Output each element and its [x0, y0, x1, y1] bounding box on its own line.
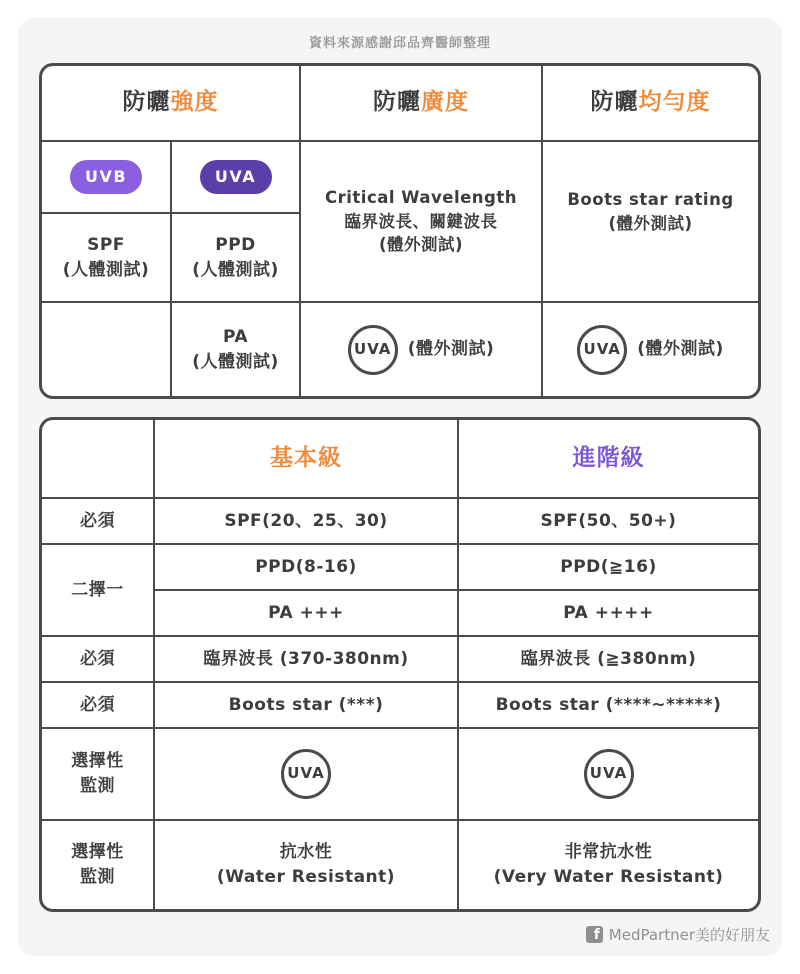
advanced-water-resistance — [459, 821, 758, 909]
facebook-icon: f — [586, 926, 603, 943]
row-label-required: 必須 — [80, 648, 115, 669]
row-label-required: 必須 — [80, 694, 115, 715]
advanced-spf: SPF(50、50+) — [540, 510, 677, 531]
grading-table — [39, 417, 761, 912]
uva-pill: UVA — [200, 160, 272, 194]
boots-rating-title: Boots star rating — [567, 190, 734, 209]
header-protection-strength — [42, 66, 299, 140]
water-resistance-en: (Very Water Resistant) — [493, 867, 724, 887]
sunscreen-criteria-table — [39, 63, 761, 399]
footer-text: MedPartner美的好朋友 — [608, 926, 770, 944]
uva-test-note: (體外測試) — [407, 339, 495, 360]
uva-cell — [172, 142, 299, 212]
header-accent: 均勻度 — [638, 89, 711, 116]
uva-circle-icon: UVA — [577, 325, 627, 375]
uva-circle-icon: UVA — [348, 325, 398, 375]
row-label-line: 監測 — [80, 776, 115, 796]
basic-pa: PA +++ — [268, 602, 344, 623]
header-advanced-level: 進階級 — [572, 444, 645, 471]
footer-credit — [586, 924, 770, 945]
uva-test-note: (體外測試) — [637, 339, 724, 360]
header-accent: 強度 — [170, 89, 219, 116]
row-label-optional — [42, 729, 153, 819]
spf-cell — [42, 214, 170, 301]
source-note: 資料來源感謝邱品齊醫師整理 — [308, 36, 491, 51]
advanced-boots-star: Boots star (****~*****) — [495, 694, 722, 715]
basic-ppd: PPD(8-16) — [255, 556, 357, 577]
basic-spf: SPF(20、25、30) — [224, 510, 388, 531]
critical-wavelength-title: Critical Wavelength — [325, 187, 517, 207]
uva-test-cell-uniformity — [543, 303, 758, 396]
header-basic-level: 基本級 — [270, 444, 342, 471]
critical-wavelength-note: (體外測試) — [378, 235, 464, 255]
advanced-uva-cell — [459, 729, 758, 819]
basic-critical-wavelength: 臨界波長 (370-380nm) — [203, 648, 409, 669]
advanced-pa: PA ++++ — [563, 602, 654, 623]
water-resistance-zh: 抗水性 — [279, 842, 333, 863]
header-protection-breadth — [301, 66, 541, 140]
pa-note: (人體測試) — [192, 351, 279, 372]
uva-circle-icon: UVA — [281, 749, 331, 799]
row-label-required: 必須 — [80, 510, 115, 531]
header-protection-uniformity — [543, 66, 758, 140]
row-label-choose-one: 二擇一 — [71, 579, 124, 600]
uvb-pill: UVB — [70, 160, 142, 194]
critical-wavelength-zh: 臨界波長、關鍵波長 — [344, 211, 498, 231]
uvb-cell — [42, 142, 170, 212]
water-resistance-zh: 非常抗水性 — [564, 842, 653, 863]
basic-boots-star: Boots star (***) — [228, 694, 384, 715]
boots-rating-note: (體外測試) — [608, 213, 693, 233]
critical-wavelength-cell — [301, 142, 541, 301]
spf-note: (人體測試) — [62, 259, 150, 280]
ppd-label: PPD — [215, 234, 256, 255]
header-accent: 廣度 — [421, 89, 469, 116]
pa-cell — [172, 303, 299, 396]
row-label-optional — [42, 821, 153, 909]
water-resistance-en: (Water Resistant) — [216, 867, 396, 887]
ppd-cell — [172, 214, 299, 301]
uva-test-cell-breadth — [301, 303, 541, 396]
header-prefix: 防曬 — [373, 89, 421, 116]
basic-water-resistance — [155, 821, 457, 909]
row-label-line: 選擇性 — [71, 751, 124, 772]
header-prefix: 防曬 — [590, 89, 639, 116]
header-prefix: 防曬 — [122, 89, 171, 116]
boots-rating-cell — [543, 142, 758, 301]
row-label-line: 選擇性 — [71, 842, 124, 863]
spf-label: SPF — [87, 234, 125, 255]
advanced-critical-wavelength: 臨界波長 (≧380nm) — [520, 648, 697, 669]
ppd-note: (人體測試) — [192, 259, 279, 280]
pa-label: PA — [222, 326, 249, 347]
uva-circle-icon: UVA — [584, 749, 634, 799]
advanced-ppd: PPD(≧16) — [560, 556, 657, 577]
row-label-line: 監測 — [80, 867, 115, 887]
basic-uva-cell — [155, 729, 457, 819]
